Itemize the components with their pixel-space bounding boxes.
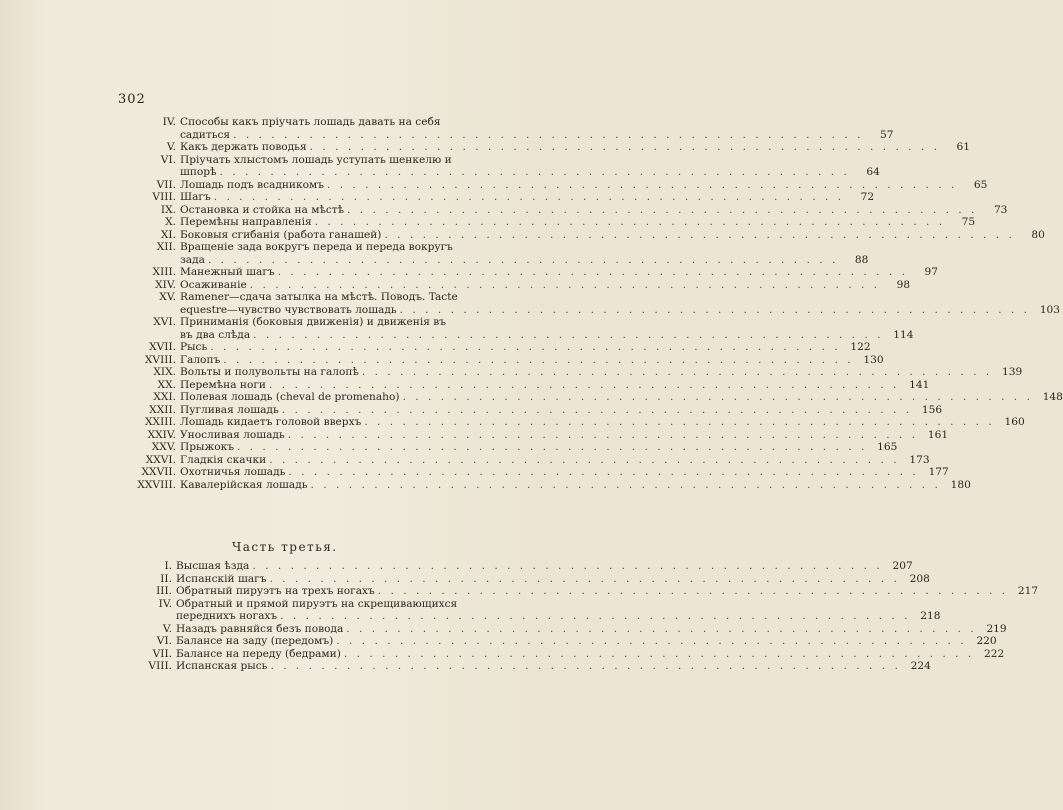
- toc-entry-line: [118, 303, 1061, 317]
- chapter-title: Вращеніе зада вокругъ переда и переда вокругъ: [180, 241, 453, 253]
- page-reference: 73: [993, 203, 1008, 216]
- chapter-title: Обратный и прямой пируэтъ на скрещивающихся: [176, 597, 458, 610]
- chapter-title: въ два слѣда: [180, 328, 251, 341]
- chapter-title: Высшая ѣзда: [176, 560, 250, 572]
- toc-entry: [118, 416, 1025, 429]
- chapter-title: Испанская рысь: [176, 660, 268, 672]
- chapter-number: VI.: [160, 153, 176, 166]
- page-reference: 222: [984, 647, 1005, 660]
- dot-leader: [234, 441, 867, 454]
- toc-entry: [118, 341, 871, 354]
- toc-entry-line: [118, 178, 988, 192]
- toc-entry-line: [118, 610, 941, 623]
- chapter-title: Осаживаніе: [180, 278, 247, 291]
- toc-entry: [118, 278, 911, 292]
- toc-entry-line: [118, 466, 949, 479]
- page-reference: 161: [927, 428, 949, 441]
- toc-entry-line: [118, 216, 976, 229]
- toc-entry: [118, 453, 930, 467]
- chapter-title: Боковыя сгибанія (работа ганашей): [180, 228, 382, 241]
- dot-leader: [359, 366, 992, 379]
- chapter-title: Манежный шагъ: [180, 266, 275, 278]
- toc-entry-line: [118, 635, 997, 648]
- chapter-title: Приниманія (боковыя движенія) и движенія въ: [180, 316, 446, 328]
- chapter-title: Балансе на переду (бедрами): [176, 647, 341, 660]
- page-reference: 208: [909, 572, 930, 585]
- toc-entry-line: [118, 128, 894, 142]
- chapter-number: XVII.: [149, 341, 176, 353]
- chapter-number: XXVIII.: [137, 478, 176, 491]
- chapter-number: IV.: [158, 597, 172, 610]
- chapter-number: IX.: [160, 203, 176, 216]
- toc-entry: [118, 428, 949, 442]
- toc-entry: [118, 178, 988, 192]
- dot-leader: [397, 304, 1030, 317]
- chapter-title: зада: [180, 253, 205, 266]
- toc-entry-line: [118, 647, 1005, 661]
- chapter-title: Перемѣны направленія: [180, 216, 312, 228]
- chapter-title: Остановка и стойка на мѣстѣ: [180, 203, 345, 216]
- chapter-number: X.: [165, 216, 176, 228]
- toc-entry-line: [118, 166, 880, 179]
- dot-leader: [275, 266, 908, 279]
- chapter-title: Назадъ равняйся безъ повода: [176, 622, 344, 635]
- toc-entry: [118, 353, 884, 367]
- dot-leader: [266, 454, 899, 467]
- toc-entry-line: [118, 585, 1039, 598]
- toc-entry: [118, 391, 1063, 404]
- chapter-title: Ramener—сдача затылка на мѣстѣ. Поводъ. Tacte: [180, 291, 458, 303]
- section-title-part-three: Часть третья.: [232, 540, 338, 554]
- chapter-number: XXII.: [149, 403, 176, 416]
- chapter-number: XXI.: [153, 391, 176, 403]
- chapter-title: Лошадь кидаетъ головой вверхъ: [180, 416, 362, 428]
- chapter-number: XXIII.: [144, 416, 176, 428]
- toc-entry: [118, 478, 971, 492]
- dot-leader: [285, 466, 918, 479]
- page-reference: 217: [1017, 585, 1039, 597]
- chapter-number: XXVI.: [145, 453, 176, 466]
- page-reference: 80: [1031, 228, 1045, 241]
- dot-leader: [333, 635, 966, 648]
- toc-entry: [118, 191, 875, 204]
- chapter-title: Балансе на заду (передомъ): [176, 635, 334, 647]
- chapter-title: Способы какъ пріучать лошадь давать на себя: [180, 116, 441, 128]
- chapter-number: IV.: [162, 116, 176, 128]
- chapter-number: XIX.: [153, 366, 176, 378]
- dot-leader: [207, 341, 840, 354]
- page-reference: 220: [976, 635, 997, 647]
- dot-leader: [220, 354, 853, 367]
- chapter-number: VII.: [156, 178, 176, 191]
- toc-entry: [118, 560, 913, 573]
- table-of-contents-part-two: [118, 116, 1063, 491]
- dot-leader: [312, 216, 945, 229]
- dot-leader: [211, 191, 844, 204]
- page-reference: 64: [866, 166, 880, 178]
- toc-entry-line: [118, 141, 971, 154]
- page-reference: 141: [909, 378, 930, 391]
- chapter-title: Пугливая лошадь: [180, 403, 279, 416]
- page-reference: 61: [956, 141, 971, 153]
- toc-entry-line: [118, 278, 911, 292]
- chapter-number: II.: [160, 572, 172, 585]
- dot-leader: [381, 229, 1014, 242]
- toc-entry-line: [118, 391, 1063, 404]
- toc-entry-line: [118, 241, 478, 254]
- dot-leader: [247, 279, 880, 292]
- dot-leader: [250, 329, 883, 342]
- page-reference: 114: [893, 328, 914, 341]
- page-reference: 218: [920, 610, 941, 622]
- chapter-title: Охотничья лошадь: [180, 466, 286, 478]
- page-reference: 180: [950, 478, 971, 491]
- dot-leader: [266, 379, 899, 392]
- toc-entry-line: [118, 378, 930, 392]
- dot-leader: [266, 573, 899, 586]
- toc-entry: [118, 153, 880, 179]
- chapter-number: XX.: [157, 378, 176, 391]
- toc-entry-line: [118, 353, 884, 367]
- toc-entry: [118, 241, 869, 266]
- toc-entry: [118, 203, 1008, 217]
- page-reference: 160: [1004, 416, 1025, 428]
- chapter-number: XXIV.: [147, 428, 176, 441]
- page-reference: 219: [986, 622, 1007, 635]
- dot-leader: [267, 660, 900, 673]
- page-reference: 72: [860, 191, 875, 203]
- toc-entry-line: [118, 366, 1023, 379]
- chapter-number: XVI.: [153, 316, 176, 328]
- chapter-number: V.: [166, 141, 176, 153]
- chapter-number: XVIII.: [144, 353, 176, 366]
- toc-entry: [118, 216, 976, 229]
- toc-entry: [118, 597, 941, 623]
- toc-entry: [118, 660, 931, 673]
- chapter-number: VIII.: [148, 660, 172, 672]
- page-reference: 65: [973, 178, 988, 191]
- chapter-title: Какъ держать поводья: [180, 141, 307, 153]
- dot-leader: [361, 416, 994, 429]
- dot-leader: [324, 179, 957, 192]
- page-number: 302: [118, 92, 146, 107]
- toc-entry: [118, 141, 971, 154]
- toc-entry: [118, 466, 949, 479]
- toc-entry-line: [118, 660, 931, 673]
- chapter-number: XI.: [160, 228, 176, 241]
- page-reference: 130: [863, 353, 884, 366]
- toc-entry: [118, 647, 1005, 661]
- toc-entry-line: [118, 228, 1045, 242]
- toc-entry: [118, 316, 914, 341]
- chapter-title: Пріучать хлыстомъ лошадь уступать шенкелю и: [180, 153, 452, 166]
- toc-entry-line: [118, 328, 914, 342]
- dot-leader: [279, 404, 912, 417]
- chapter-title: Перемѣна ноги: [180, 378, 266, 391]
- chapter-title: Вольты и полувольты на галопѣ: [180, 366, 359, 378]
- chapter-number: III.: [156, 585, 172, 597]
- page-reference: 75: [961, 216, 976, 228]
- dot-leader: [285, 429, 918, 442]
- toc-entry: [118, 622, 1007, 636]
- chapter-title: equestre—чувство чувствовать лошадь: [180, 303, 397, 316]
- chapter-number: VI.: [156, 635, 172, 647]
- chapter-number: XIII.: [152, 266, 176, 278]
- toc-entry-line: [118, 191, 875, 204]
- toc-entry-line: [118, 572, 930, 586]
- page-reference: 122: [850, 341, 871, 353]
- page-reference: 57: [879, 128, 894, 141]
- toc-entry-line: [118, 622, 1007, 636]
- chapter-number: XXV.: [151, 441, 176, 453]
- dot-leader: [308, 479, 941, 492]
- chapter-number: V.: [162, 622, 172, 635]
- toc-entry: [118, 378, 930, 392]
- toc-entry-line: [118, 416, 1025, 429]
- toc-entry: [118, 585, 1039, 598]
- chapter-title: Полевая лошадь (cheval de promenaho): [180, 391, 400, 403]
- toc-entry-line: [118, 154, 478, 167]
- toc-entry: [118, 291, 1061, 316]
- dot-leader: [375, 585, 1008, 598]
- dot-leader: [216, 166, 849, 179]
- page-reference: 177: [928, 466, 949, 478]
- page-reference: 165: [877, 441, 898, 453]
- chapter-title: Прыжокъ: [180, 441, 234, 453]
- toc-entry: [118, 441, 898, 454]
- chapter-title: переднихъ ногахъ: [176, 610, 278, 622]
- toc-entry: [118, 635, 997, 648]
- page-reference: 173: [909, 453, 930, 466]
- toc-entry: [118, 572, 930, 586]
- page-reference: 156: [921, 403, 943, 416]
- chapter-title: Гладкія скачки: [180, 453, 267, 466]
- page-reference: 139: [1001, 366, 1023, 378]
- page-reference: 224: [910, 660, 931, 672]
- chapter-number: I.: [164, 560, 172, 572]
- toc-entry: [118, 116, 894, 141]
- chapter-title: Уносливая лошадь: [180, 428, 285, 441]
- chapter-title: Кавалерійская лошадь: [180, 478, 308, 491]
- chapter-number: XV.: [159, 291, 176, 303]
- toc-entry-line: [118, 428, 949, 442]
- dot-leader: [277, 610, 910, 623]
- chapter-title: шпорѣ: [180, 166, 217, 178]
- chapter-title: Испанскій шагъ: [176, 572, 267, 585]
- toc-entry-line: [118, 253, 869, 267]
- dot-leader: [344, 204, 977, 217]
- toc-entry-line: [118, 478, 971, 492]
- dot-leader: [230, 129, 863, 142]
- toc-entry: [118, 266, 939, 279]
- chapter-title: Обратный пируэтъ на трехъ ногахъ: [176, 585, 375, 597]
- dot-leader: [400, 391, 1033, 404]
- dot-leader: [341, 648, 974, 661]
- chapter-title: Рысь: [180, 341, 208, 353]
- chapter-number: XIV.: [155, 278, 176, 291]
- page-reference: 207: [892, 560, 913, 572]
- toc-entry-line: [118, 341, 871, 354]
- toc-entry-line: [118, 203, 1008, 217]
- chapter-number: VII.: [152, 647, 172, 660]
- page-reference: 103: [1039, 303, 1061, 316]
- toc-entry: [118, 366, 1023, 379]
- chapter-number: XXVII.: [141, 466, 176, 478]
- dot-leader: [343, 623, 976, 636]
- dot-leader: [249, 560, 882, 573]
- chapter-number: VIII.: [152, 191, 176, 203]
- chapter-title: Шагъ: [180, 191, 211, 203]
- table-of-contents-part-three: [118, 560, 1039, 673]
- toc-entry-line: [118, 598, 478, 611]
- toc-entry-line: [118, 291, 478, 304]
- dot-leader: [307, 141, 940, 154]
- toc-entry-line: [118, 560, 913, 573]
- page-reference: 88: [854, 253, 869, 266]
- toc-entry-line: [118, 403, 943, 417]
- dot-leader: [205, 254, 838, 267]
- chapter-title: Лошадь подъ всадникомъ: [180, 178, 324, 191]
- toc-entry-line: [118, 441, 898, 454]
- page-reference: 98: [896, 278, 911, 291]
- toc-entry-line: [118, 116, 478, 129]
- chapter-number: XII.: [156, 241, 176, 253]
- page-reference: 97: [924, 266, 939, 278]
- chapter-title: садиться: [180, 128, 231, 141]
- page-reference: 148: [1042, 391, 1063, 403]
- toc-entry: [118, 403, 943, 417]
- chapter-title: Галопъ: [180, 353, 221, 366]
- toc-entry-line: [118, 453, 930, 467]
- toc-entry-line: [118, 316, 478, 329]
- toc-entry-line: [118, 266, 939, 279]
- toc-entry: [118, 228, 1045, 242]
